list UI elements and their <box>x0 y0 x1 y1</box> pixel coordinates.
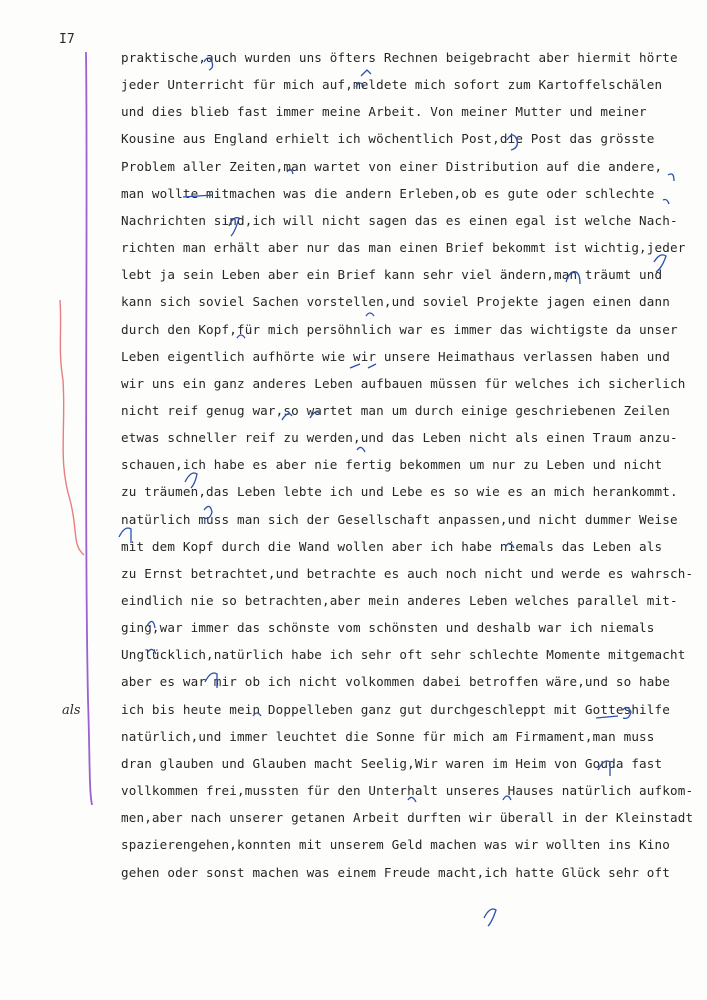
text-line: und dies blieb fast immer meine Arbeit. Von meiner Mutter und meiner <box>121 104 647 120</box>
correction-mark <box>147 621 155 628</box>
correction-mark <box>654 255 666 272</box>
correction-mark <box>503 796 511 800</box>
text-line: zu träumen,das Leben lebte ich und Lebe es so wie es an mich herankommt. <box>121 484 678 500</box>
correction-mark <box>148 649 156 654</box>
text-line: Problem aller Zeiten,man wartet von einer Distribution auf die andere, <box>121 158 663 174</box>
text-line: vollkommen frei,mussten für den Unterhalt unseres Hauses natürlich aufkom- <box>121 783 694 799</box>
text-line: dran glauben und Glauben macht Seelig,Wir waren im Heim von Gouda fast <box>121 755 663 771</box>
correction-mark <box>356 83 364 87</box>
correction-mark <box>204 58 213 70</box>
correction-mark <box>663 200 669 205</box>
text-line: wir uns ein ganz anderes Leben aufbauen müssen für welches ich sicherlich <box>121 375 686 391</box>
text-line: kann sich soviel Sachen vorstellen,und soviel Projekte jagen einen dann <box>121 294 670 310</box>
text-line: natürlich,und immer leuchtet die Sonne für mich am Firmament,man muss <box>121 728 655 744</box>
correction-mark <box>204 506 212 518</box>
text-line: Leben eigentlich aufhörte wie wir unsere Heimathaus verlassen haben und <box>121 348 670 364</box>
text-line: spazierengehen,konnten mit unserem Geld machen was wir wollten ins Kino <box>121 837 670 853</box>
correction-mark <box>287 169 293 174</box>
text-line: etwas schneller reif zu werden,und das Leben nicht als einen Traum anzu- <box>121 430 678 446</box>
correction-mark <box>361 70 371 76</box>
correction-mark <box>598 761 610 776</box>
correction-mark <box>484 909 496 926</box>
correction-mark <box>183 195 213 197</box>
correction-mark <box>368 364 376 368</box>
correction-mark <box>506 543 514 548</box>
text-line: schauen,ich habe es aber nie fertig bekommen um nur zu Leben und nicht <box>121 457 663 473</box>
text-line: natürlich muss man sich der Gesellschaft anpassen,und nicht dummer Weise <box>121 511 678 527</box>
text-line: mit dem Kopf durch die Wand wollen aber ich habe niemals das Leben als <box>121 538 663 554</box>
text-line: praktische,auch wurden uns öfters Rechnen beigebracht aber hiermit hörte <box>121 50 678 65</box>
text-line: ging,war immer das schönste vom schönsten und deshalb war ich niemals <box>121 620 655 636</box>
correction-mark <box>229 218 239 236</box>
text-line: Nachrichten sind,ich will nicht sagen das es einen egal ist welche Nach- <box>121 212 678 228</box>
text-line: eindlich nie so betrachten,aber mein anderes Leben welches parallel mit- <box>121 593 678 608</box>
text-line: ich bis heute mein Doppelleben ganz gut durchgeschleppt mit Gotteshilfe <box>121 701 670 717</box>
text-line: jeder Unterricht für mich auf,meldete mich sofort zum Kartoffelschälen <box>121 77 663 93</box>
text-line: lebt ja sein Leben aber ein Brief kann sehr viel ändern,man träumt und <box>121 267 663 283</box>
correction-mark <box>185 473 197 488</box>
correction-mark <box>668 174 674 181</box>
text-line: richten man erhält aber nur das man einen Brief bekommt ist wichtig,jeder <box>121 240 686 256</box>
correction-mark <box>310 412 320 418</box>
purple-margin-line <box>86 52 92 805</box>
correction-mark <box>253 713 261 716</box>
correction-mark <box>237 335 245 338</box>
text-line: nicht reif genug war,so wartet man um durch einige geschriebenen Zeilen <box>121 402 670 418</box>
correction-mark <box>623 707 631 718</box>
ink-corrections <box>119 58 674 926</box>
text-line: Unglücklich,natürlich habe ich sehr oft sehr schlechte Momente mitgemacht <box>121 647 686 663</box>
correction-mark <box>119 528 131 543</box>
text-line: durch den Kopf,für mich persöhnlich war es immer das wichtigste da unser <box>121 321 678 337</box>
correction-mark <box>205 673 217 688</box>
margin-note-als: als <box>62 703 81 718</box>
correction-mark <box>350 364 360 368</box>
text-line: zu Ernst betrachtet,und betrachte es auch noch nicht und werde es wahrsch- <box>121 565 694 581</box>
correction-mark <box>507 135 517 150</box>
text-line: Kousine aus England erhielt ich wöchentlich Post,die Post das grösste <box>121 131 655 147</box>
pink-margin-line <box>60 300 84 555</box>
text-line: man wollte mitmachen was die andern Erleben,ob es gute oder schlechte <box>121 185 655 201</box>
text-line: men,aber nach unserer getanen Arbeit durften wir überall in der Kleinstadt <box>121 810 694 826</box>
correction-mark <box>282 414 292 420</box>
page-number: I7 <box>59 32 75 47</box>
text-line: gehen oder sonst machen was einem Freude macht,ich hatte Glück sehr oft <box>121 864 670 880</box>
correction-mark <box>566 272 580 284</box>
text-line: aber es war mir ob ich nicht volkommen dabei betroffen wäre,und so habe <box>121 674 670 690</box>
correction-mark <box>596 716 618 718</box>
correction-mark <box>408 797 416 802</box>
correction-mark <box>357 447 365 452</box>
correction-mark <box>366 313 374 316</box>
